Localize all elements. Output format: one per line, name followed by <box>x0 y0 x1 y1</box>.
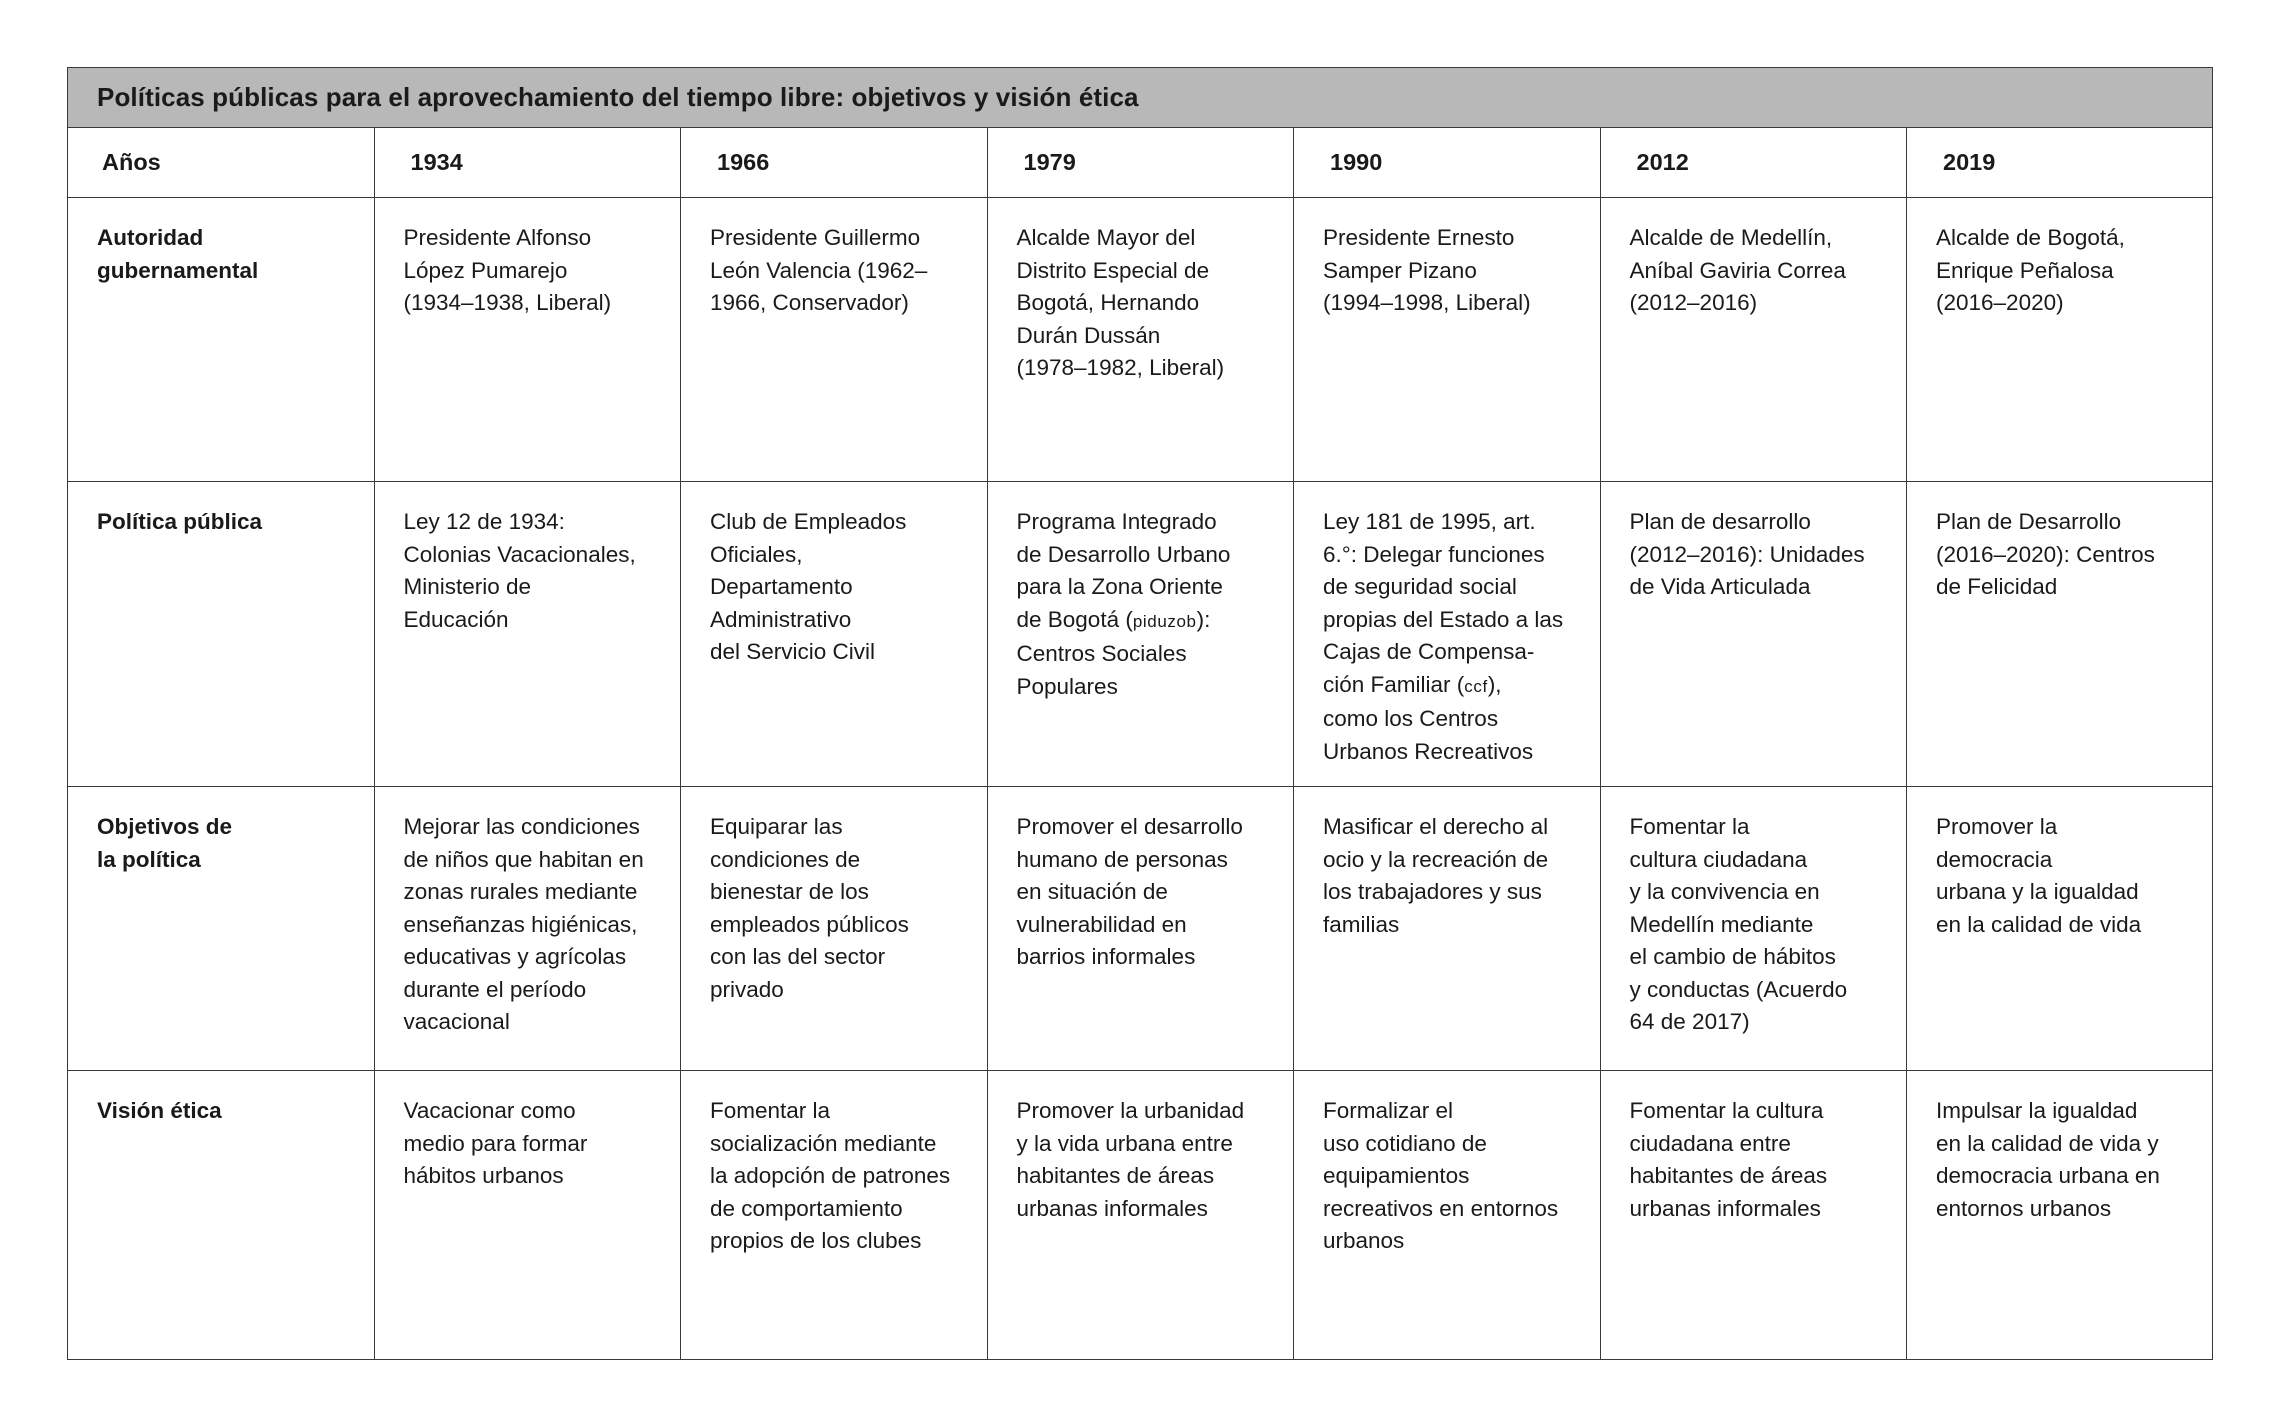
table-cell <box>988 482 1295 786</box>
row-label-ethics: Visión ética <box>68 1071 375 1359</box>
table-cell: Equiparar las condiciones de bienestar de los empleados públicos con las del sector privado <box>681 787 988 1070</box>
table-cell: Plan de Desarrollo (2016–2020): Centros de Felicidad <box>1936 509 2155 599</box>
row-label-objectives: Objetivos de la política <box>68 787 375 1070</box>
header-year: 2019 <box>1943 149 1996 176</box>
table-row-ethics <box>68 1071 2212 1359</box>
table-cell: Masificar el derecho al ocio y la recreación de los trabajadores y sus familias <box>1294 787 1601 1070</box>
table-cell: Ley 12 de 1934: Colonias Vacacionales, Ministerio de Educación <box>375 482 682 786</box>
acronym-piduzob: piduzob <box>1132 611 1197 631</box>
header-year: 2012 <box>1601 128 1908 197</box>
table-cell: Fomentar la socialización mediante la adopción de patrones de comportamiento propios de los clubes <box>681 1071 988 1359</box>
header-year: 1966 <box>681 128 988 197</box>
table-cell: Promover el desarrollo humano de personas en situación de vulnerabilidad en barrios informales <box>988 787 1295 1070</box>
table-header-row <box>68 128 2212 198</box>
table-cell: Presidente Guillermo León Valencia (1962– 1966, Conservador) <box>681 198 988 481</box>
table-cell <box>1294 482 1601 786</box>
table-cell: Plan de desarrollo (2012–2016): Unidades de Vida Articulada <box>1601 482 1908 786</box>
table-cell: Fomentar la cultura ciudadana entre habitantes de áreas urbanas informales <box>1601 1071 1908 1359</box>
acronym-ccf: ccf <box>1464 676 1488 696</box>
cell-text: Ley 181 de 1995, art. 6.°: Delegar funciones de seguridad social propias del Estado a las Cajas de Compensa- ción Familiar ( <box>1323 509 1564 697</box>
cell-text: ): Centros Sociales Populares <box>1016 606 1211 699</box>
header-label-years: Años <box>68 128 375 197</box>
table-cell: Club de Empleados Oficiales, Departamento Administrativo del Servicio Civil <box>681 482 988 786</box>
table-row-authority <box>68 198 2212 482</box>
header-year: 1934 <box>375 128 682 197</box>
row-label-policy: Política pública <box>68 482 375 786</box>
table-title: Políticas públicas para el aprovechamiento del tiempo libre: objetivos y visión ética <box>68 68 2212 128</box>
cell-text: Programa Integrado de Desarrollo Urbano para la Zona Oriente de Bogotá ( <box>1016 509 1231 632</box>
table-cell: Formalizar el uso cotidiano de equipamientos recreativos en entornos urbanos <box>1294 1071 1601 1359</box>
table-cell: Vacacionar como medio para formar hábitos urbanos <box>375 1071 682 1359</box>
row-label-authority: Autoridad gubernamental <box>68 198 375 481</box>
table-cell: Presidente Ernesto Samper Pizano (1994–1998, Liberal) <box>1294 198 1601 481</box>
header-year: 1979 <box>988 128 1295 197</box>
table-cell: Alcalde Mayor del Distrito Especial de Bogotá, Hernando Durán Dussán (1978–1982, Liberal) <box>988 198 1295 481</box>
table-cell: Mejorar las condiciones de niños que habitan en zonas rurales mediante enseñanzas higiénicas, educativas y agrícolas durante el período vacacional <box>375 787 682 1070</box>
table-cell: Promover la democracia urbana y la igualdad en la calidad de vida <box>1936 814 2142 937</box>
table-cell: Promover la urbanidad y la vida urbana entre habitantes de áreas urbanas informales <box>988 1071 1295 1359</box>
table-cell: Alcalde de Medellín, Aníbal Gaviria Correa (2012–2016) <box>1601 198 1908 481</box>
cell-text: ), como los Centros Urbanos Recreativos <box>1323 671 1534 764</box>
table-cell: Presidente Alfonso López Pumarejo (1934–1938, Liberal) <box>375 198 682 481</box>
table-cell: Impulsar la igualdad en la calidad de vida y democracia urbana en entornos urbanos <box>1936 1098 2160 1221</box>
table-row-objectives <box>68 787 2212 1071</box>
table-cell: Alcalde de Bogotá, Enrique Peñalosa (2016–2020) <box>1936 225 2125 315</box>
table-cell: Fomentar la cultura ciudadana y la convivencia en Medellín mediante el cambio de hábitos y conductas (Acuerdo 64 de 2017) <box>1601 787 1908 1070</box>
policy-table <box>67 67 2213 1360</box>
header-year: 1990 <box>1294 128 1601 197</box>
table-row-policy <box>68 482 2212 787</box>
